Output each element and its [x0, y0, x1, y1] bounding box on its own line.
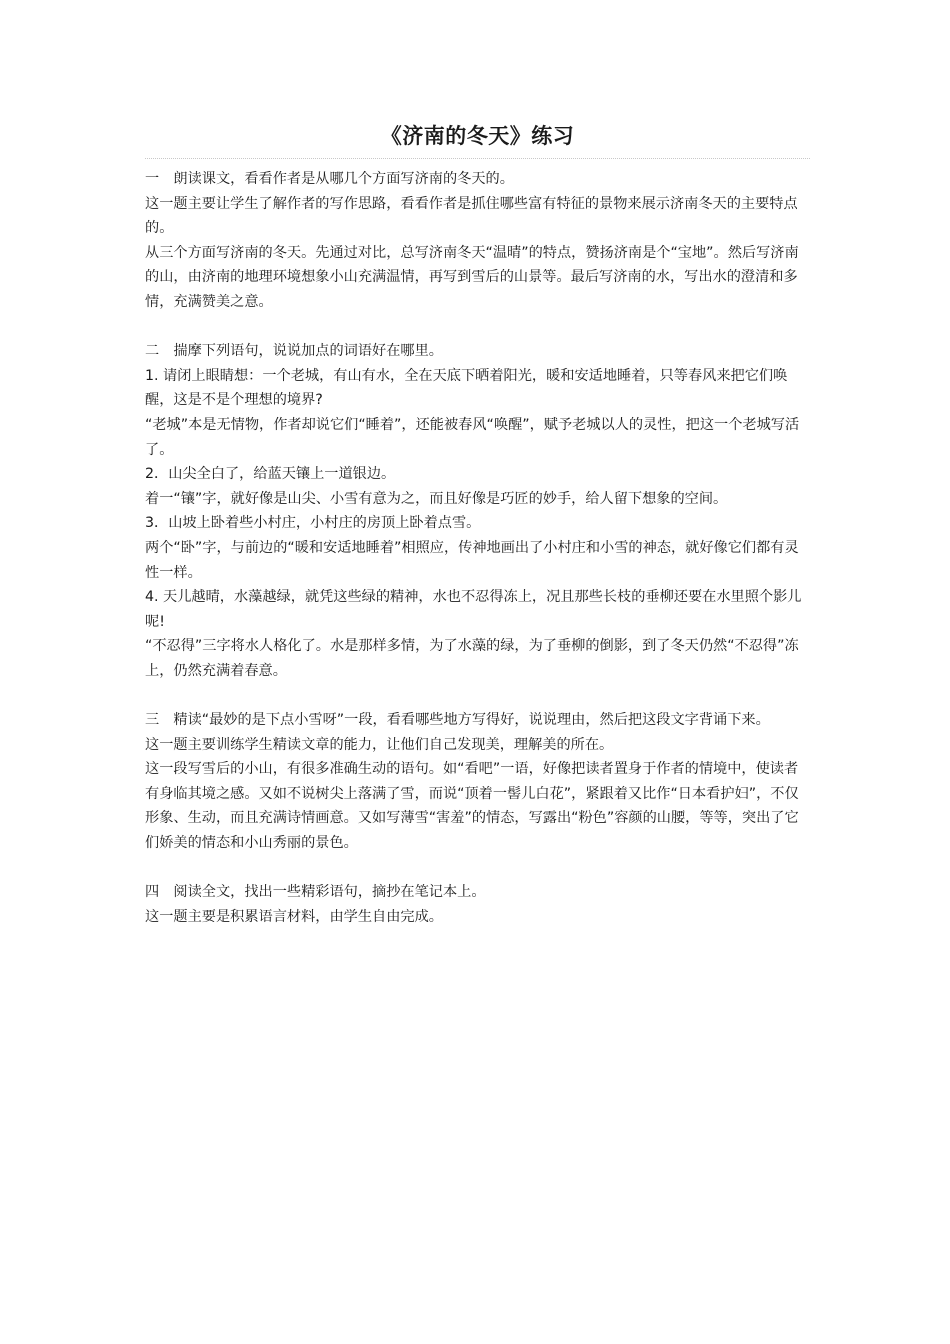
paragraph-q3-question: 三 精读“最妙的是下点小雪呀”一段，看看哪些地方写得好，说说理由，然后把这段文字背诵下来。: [145, 712, 770, 729]
paragraph-q4-answer: 这一题主要是积累语言材料，由学生自由完成。: [145, 908, 443, 925]
paragraph-q2-item2: 2．山尖全白了，给蓝天镶上一道银边。: [145, 466, 396, 483]
title-divider: [145, 158, 810, 159]
document-page: [145, 118, 810, 929]
paragraph-q1-question: 一 朗读课文，看看作者是从哪几个方面写济南的冬天的。: [145, 171, 514, 187]
paragraph-q4-question: 四 阅读全文，找出一些精彩语句，摘抄在笔记本上。: [145, 884, 486, 901]
paragraph-q1-answer: 从三个方面写济南的冬天。先通过对比，总写济南冬天“温晴”的特点，赞扬济南是个“宝地”。然后写济南的山，由济南的地理环境想象小山充满温情，再写到雪后的山景等。最后写济南的水，写出水的澄清和多情，充满赞美之意。: [145, 244, 799, 310]
paragraph-q2-item2-answer: 着一“镶”字，就好像是山尖、小雪有意为之，而且好像是巧匠的妙手，给人留下想象的空间。: [145, 490, 728, 507]
paragraph-q2-item4: 4. 天儿越晴，水藻越绿，就凭这些绿的精神，水也不忍得冻上，况且那些长枝的垂柳还要在水里照个影儿呢!: [145, 589, 802, 630]
paragraph-spacer: [145, 315, 810, 340]
document-body: [145, 167, 810, 929]
paragraph-q1-explanation: 这一题主要让学生了解作者的写作思路，看看作者是抓住哪些富有特征的景物来展示济南冬天的主要特点的。: [145, 195, 798, 237]
paragraph-q2-item4-answer: “不忍得”三字将水人格化了。水是那样多情，为了水藻的绿，为了垂柳的倒影，到了冬天仍然“不忍得”冻上，仍然充满着春意。: [145, 638, 799, 679]
paragraph-q2-item3: 3．山坡上卧着些小村庄，小村庄的房顶上卧着点雪。: [145, 515, 481, 532]
paragraph-spacer: [145, 683, 810, 708]
paragraph-q3-answer: 这一段写雪后的小山，有很多准确生动的语句。如“看吧”一语，好像把读者置身于作者的情境中，使读者有身临其境之感。又如不说树尖上落满了雪，而说“顶着一髻儿白花”，紧跟着又比作“日本看护妇”，不仅形象、生动，而且充满诗情画意。又如写薄雪“害羞”的情态，写露出“粉色”容颜的山腰，等等，突出了它们娇美的情态和小山秀丽的景色。: [145, 761, 799, 852]
paragraph-q2-item3-answer: 两个“卧”字，与前边的“暖和安适地睡着”相照应，传神地画出了小村庄和小雪的神态，就好像它们都有灵性一样。: [145, 539, 799, 581]
paragraph-q3-explanation: 这一题主要训练学生精读文章的能力，让他们自己发现美，理解美的所在。: [145, 736, 614, 753]
paragraph-q2-item1: 1. 请闭上眼睛想：一个老城，有山有水，全在天底下晒着阳光，暖和安适地睡着，只等春风来把它们唤醒，这是不是个理想的境界?: [145, 367, 788, 409]
paragraph-q2-question: 二 揣摩下列语句，说说加点的词语好在哪里。: [145, 343, 443, 360]
paragraph-spacer: [145, 856, 810, 881]
paragraph-q2-item1-answer: “老城”本是无情物，作者却说它们“睡着”，还能被春风“唤醒”，赋予老城以人的灵性，把这一个老城写活了。: [145, 416, 800, 458]
document-title: 《济南的冬天》练习: [380, 124, 575, 148]
